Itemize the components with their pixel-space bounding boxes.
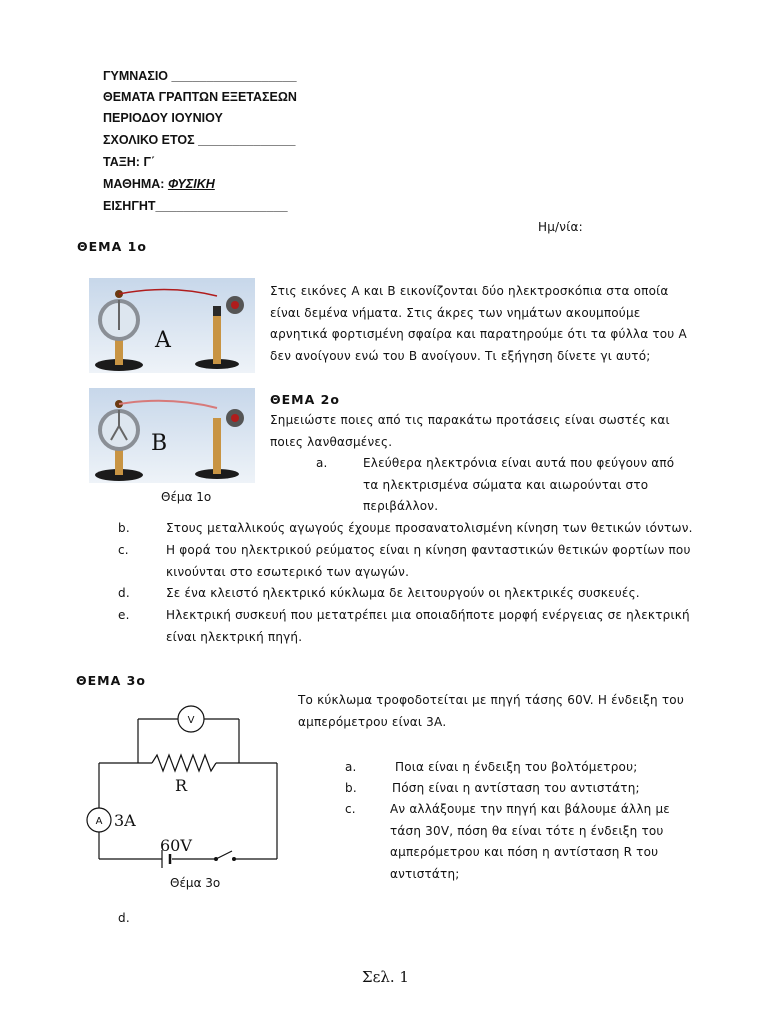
theme2-heading: ΘΕΜΑ 2ο [270,392,340,407]
subject-value: ΦΥΣΙΚΗ [167,177,215,191]
ammeter-icon [87,808,111,832]
voltmeter-icon [178,706,204,732]
statement-e-line: Ηλεκτρική συσκευή που μετατρέπει μια οποιαδήποτε μορφή ενέργειας σε ηλεκτρική [166,608,690,622]
question-c-line: τάση 30V, πόση θα είναι τότε η ένδειξη του [390,823,664,838]
question-c-marker: c. [345,802,356,816]
statement-d-line: Σε ένα κλειστό ηλεκτρικό κύκλωμα δε λειτουργούν οι ηλεκτρικές συσκευές. [166,586,640,600]
question-b-marker: b. [345,781,357,795]
question-c [390,799,710,885]
theme1-line: δεν ανοίγουν ενώ του Β ανοίγουν. Τι εξήγηση δίνετε γι αυτό; [270,348,651,363]
statement-a-line: Ελεύθερα ηλεκτρόνια είναι αυτά που φεύγουν από [363,456,675,470]
voltage-label: 60V [160,836,192,855]
statement-e-marker: e. [118,608,130,622]
resistor-label: R [175,776,188,795]
subject-line [103,174,215,195]
circuit-diagram [80,700,290,870]
current-label: 3A [114,811,136,830]
question-c-line: Αν αλλάξουμε την πηγή και βάλουμε άλλη με [390,802,670,816]
statement-d [166,583,706,605]
question-a-line: Ποια είναι η ένδειξη του βολτόμετρου; [395,760,638,774]
theme2-intro [270,410,710,453]
statement-e [166,605,706,648]
question-c-line: αμπερόμετρου και πόση η αντίσταση R του [390,845,659,859]
exam-period: ΠΕΡΙΟΔΟΥ ΙΟΥΝΙΟΥ [103,111,223,125]
question-a [395,757,715,779]
theme1-line: είναι δεμένα νήματα. Στις άκρες των νημάτων ακουμπούμε [270,305,641,320]
statement-c-marker: c. [118,543,129,557]
statement-c-line: Η φορά του ηλεκτρικού ρεύματος είναι η κίνηση φανταστικών θετικών φορτίων που [166,543,691,557]
svg-text:A: A [95,816,103,827]
theme2-intro-line: ποιες λανθασμένες. [270,434,393,449]
theme3-caption: Θέμα 3ο [170,876,221,890]
theme3-intro-line: αμπερόμετρου είναι 3Α. [298,714,447,729]
statement-c [166,540,706,583]
question-b-line: Πόση είναι η αντίσταση του αντιστάτη; [392,781,640,795]
teacher-line: ΕΙΣΗΓΗΤ___________________ [103,199,288,213]
statement-b-line: Στους μεταλλικούς αγωγούς έχουμε προσανατολισμένη κίνηση των θετικών ιόντων. [166,521,693,535]
question-a-marker: a. [345,760,357,774]
statement-a-line: περιβάλλον. [363,499,439,513]
statement-a-marker: a. [316,456,328,470]
theme2-intro-line: Σημειώστε ποιες από τις παρακάτω προτάσεις είναι σωστές και [270,413,670,427]
statement-d-marker: d. [118,586,130,600]
subject-label: ΜΑΘΗΜΑ: [103,177,168,191]
statement-b-marker: b. [118,521,130,535]
electroscope-a-label: A [155,328,171,353]
statement-a [363,453,703,518]
electroscope-b-label: B [151,431,168,456]
electroscope-b-image [89,388,255,483]
statement-e-line: είναι ηλεκτρική πηγή. [166,629,303,644]
page-number: Σελ. 1 [362,968,409,986]
statement-b [166,518,706,540]
theme3-intro-line: Το κύκλωμα τροφοδοτείται με πηγή τάσης 60V. Η ένδειξη του [298,693,684,707]
svg-text:V: V [187,715,195,726]
exam-title: ΘΕΜΑΤΑ ΓΡΑΠΤΩΝ ΕΞΕΤΑΣΕΩΝ [103,90,297,104]
theme1-line: αρνητικά φορτισμένη σφαίρα και παρατηρούμε ότι τα φύλλα του Α [270,327,687,341]
electroscope-a-image [89,278,255,373]
question-d-marker: d. [118,911,130,925]
statement-a-line: τα ηλεκτρισμένα σώματα και αιωρούνται στο [363,477,649,492]
theme1-line: Στις εικόνες Α και Β εικονίζονται δύο ηλεκτροσκόπια στα οποία [270,284,669,298]
theme1-heading: ΘΕΜΑ 1ο [77,239,147,254]
school-year: ΣΧΟΛΙΚΟ ΕΤΟΣ ______________ [103,133,296,147]
theme1-text [270,281,710,367]
question-c-line: αντιστάτη; [390,866,460,881]
theme1-caption: Θέμα 1ο [161,490,212,504]
date-label: Ημ/νία: [538,220,583,234]
question-b [392,778,712,800]
statement-c-line: κινούνται στο εσωτερικό των αγωγών. [166,564,410,579]
class-line: ΤΑΞΗ: Γ΄ [103,155,156,169]
theme3-intro [298,690,718,733]
school-line: ΓΥΜΝΑΣΙΟ __________________ [103,69,297,83]
theme3-heading: ΘΕΜΑ 3ο [76,673,146,688]
